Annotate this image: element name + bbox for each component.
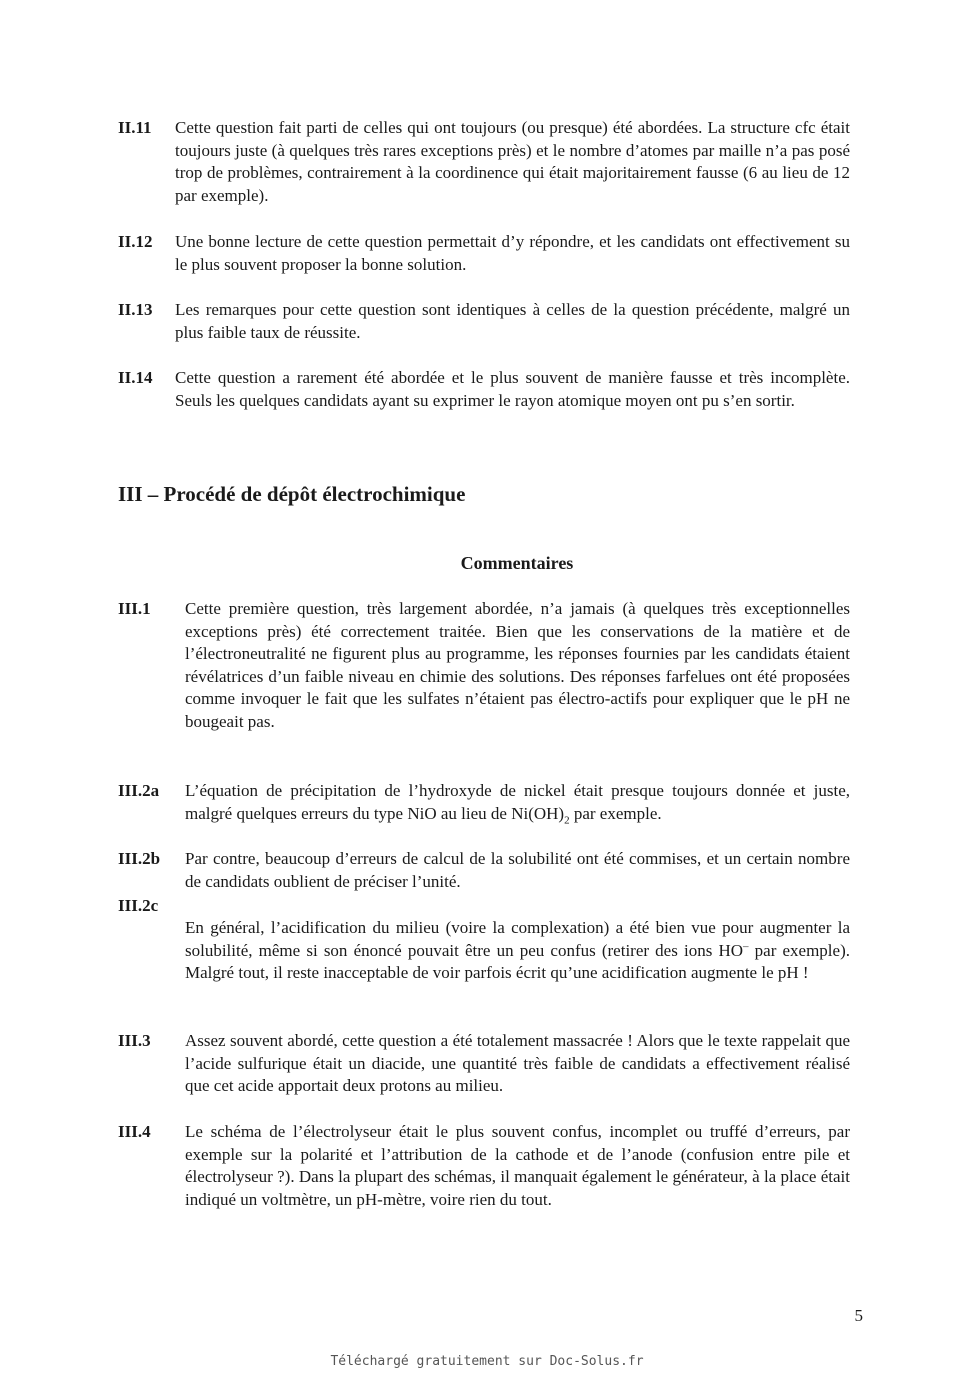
question-comment [185, 780, 850, 825]
question-label: III.1 [118, 599, 151, 618]
question-label: II.11 [118, 118, 152, 137]
question-III-2a [118, 780, 850, 825]
subscript: 2 [564, 813, 570, 826]
comment-text: L’équation de précipitation de l’hydroxyde de nickel était presque toujours donnée et juste, malgré quelques erreurs du type NiO au lieu de Ni(OH) [185, 781, 850, 823]
question-comment: Assez souvent abordé, cette question a été totalement massacrée ! Alors que le texte rappelait que l’acide sulfurique était un diacide, une quantité très faible de candidats a effectivement réalisé que cet acide apportait deux protons au milieu. [185, 1031, 850, 1096]
section-subtitle: Commentaires [460, 553, 574, 573]
question-II-14 [118, 367, 850, 412]
question-label-III-2c: III.2c [118, 896, 159, 915]
question-III-4 [118, 1121, 850, 1211]
question-III-1 [118, 598, 850, 734]
question-comment: Les remarques pour cette question sont identiques à celles de la question précédente, malgré un plus faible taux de réussite. [175, 300, 850, 342]
comment-text-end: par exemple. [569, 803, 662, 823]
question-comment: Cette question fait parti de celles qui ont toujours (ou presque) été abordées. La structure cfc était toujours juste (à quelques très rares exceptions près) et le nombre d’atomes par maille n’a pas posé trop de problèmes, contrairement à la coordinence qui était majoritairement fausse (6 au lieu de 12 par exemple). [175, 118, 850, 205]
page-number: 5 [854, 1306, 863, 1325]
footer-text: Téléchargé gratuitement sur Doc-Solus.fr [330, 1354, 644, 1369]
question-label: II.13 [118, 300, 153, 319]
question-label: III.4 [118, 1122, 151, 1141]
superscript: – [743, 939, 749, 952]
question-II-12 [118, 231, 850, 276]
question-comment: Par contre, beaucoup d’erreurs de calcul de la solubilité ont été commises, et un certain nombre de candidats oublient de préciser l’unité. [185, 849, 850, 891]
question-label: III.2a [118, 781, 160, 800]
question-III-2c [118, 917, 850, 985]
question-comment [185, 917, 850, 985]
question-III-2b [118, 848, 850, 893]
question-comment: Cette première question, très largement abordée, n’a jamais (à quelques très exceptionnelles exceptions près) été correctement traitée. Bien que les conservations de la matière et de l’électroneutralité ne figurent plus au programme, les réponses fournies par les candidats étaient révélatrices d’un faible niveau en chimie des solutions. Des réponses farfelues ont été proposées comme invoquer le fait que les sulfates n’étaient pas électro-actifs pour expliquer que le pH ne bougeait pas. [185, 599, 850, 731]
question-label: II.12 [118, 232, 153, 251]
section-title: III – Procédé de dépôt électrochimique [118, 482, 466, 506]
question-comment: Une bonne lecture de cette question permettait d’y répondre, et les candidats ont effectivement su le plus souvent proposer la bonne solution. [175, 232, 850, 274]
question-label: III.2b [118, 849, 161, 868]
question-III-3 [118, 1030, 850, 1098]
question-comment: Le schéma de l’électrolyseur était le plus souvent confus, incomplet ou truffé d’erreurs, par exemple sur la polarité et l’attribution de la cathode et de l’anode (confusion entre pile et électrolyseur ?). Dans la plupart des schémas, il manquait également le générateur, à la place était indiqué un voltmètre, un pH-mètre, voire rien du tout. [185, 1122, 850, 1209]
question-label: II.14 [118, 368, 153, 387]
comment-text-end: par exemple). Malgré tout, il reste inacceptable de voir parfois écrit qu’une acidification augmente le pH ! [185, 940, 850, 983]
question-II-11 [118, 117, 850, 207]
question-II-13 [118, 299, 850, 344]
question-comment: Cette question a rarement été abordée et le plus souvent de manière fausse et très incomplète. Seuls les quelques candidats ayant su exprimer le rayon atomique moyen ont pu s’en sortir. [175, 368, 850, 410]
comment-text: En général, l’acidification du milieu (voire la complexation) a été bien vue pour augmenter la solubilité, même si son énoncé pouvait être un peu confus (retirer des ions HO [185, 918, 850, 960]
question-label: III.3 [118, 1031, 151, 1050]
